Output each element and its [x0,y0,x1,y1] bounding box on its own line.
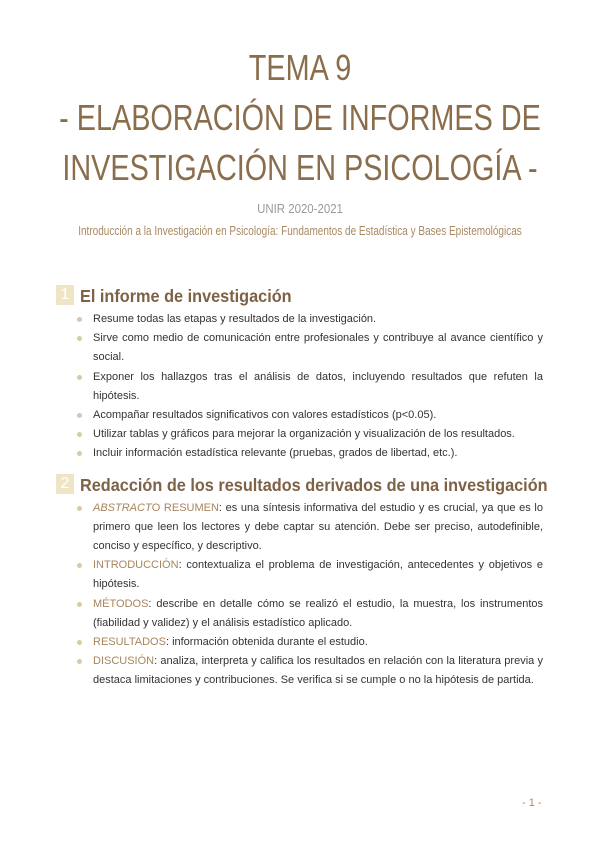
section-title: El informe de investigación [80,286,292,306]
bullet-icon [77,506,82,511]
list-item [77,310,543,329]
title-line-2: - ELABORACIÓN DE INFORMES DE [59,97,541,138]
bullet-icon [77,563,82,568]
course-subtitle: Introducción a la Investigación en Psicología: Fundamentos de Estadística y Bases Epistemológicas [78,224,522,238]
page-number: - 1 - [522,797,542,809]
keyword: RESULTADOS [93,636,166,649]
item-text: : analiza, interpreta y califica los resultados en relación con la literatura previa y destaca limitaciones y contribuciones. Se verifica si se cumple o no la hipótesis de partida. [93,655,543,687]
keyword: DISCUSIÓN [93,655,155,668]
course-year: UNIR 2020-2021 [257,201,343,216]
content [56,285,546,701]
list-item [77,556,543,594]
bullet-icon [77,432,82,437]
bullet-icon [77,317,82,322]
item-text: : información obtenida durante el estudio. [165,636,368,649]
item-text: : describe en detalle cómo se realizó el estudio, la muestra, los instrumentos (fiabilidad y validez) y el análisis estadístico aplicado. [93,597,543,629]
section-1-heading [56,285,546,307]
section-2-list [77,499,543,691]
keyword: O RESUMEN [151,501,219,514]
list-item [77,406,543,425]
item-text: : es una síntesis informativa del estudio y es crucial, ya que es lo primero que leen los lectores y debe captar su atención. Debe ser preciso, autodefinible, conciso y específico, y descriptivo. [93,501,543,553]
item-text: Resume todas las etapas y resultados de la investigación. [93,313,377,325]
title-line-1: TEMA 9 [248,47,352,88]
keyword: ABSTRACT [93,501,152,514]
bullet-icon [77,336,82,341]
item-text: Acompañar resultados significativos con valores estadísticos (p<0.05). [93,409,437,422]
bullet-icon [77,640,82,645]
section-number: 1 [56,285,74,305]
list-item [77,368,543,406]
bullet-icon [77,375,82,380]
keyword: MÉTODOS [93,597,149,610]
list-item [77,633,543,652]
title-line-3: INVESTIGACIÓN EN PSICOLOGÍA - [62,147,538,188]
list-item [77,425,543,444]
item-text: Sirve como medio de comunicación entre profesionales y contribuye al avance científico y social. [93,332,543,364]
bullet-icon [77,451,82,456]
bullet-icon [77,659,82,664]
keyword: INTRODUCCIÓN [93,559,179,572]
bullet-icon [77,413,82,418]
section-2-heading [56,474,546,496]
item-text: : contextualiza el problema de investigación, antecedentes y objetivos e hipótesis. [93,559,543,591]
item-text: Exponer los hallazgos tras el análisis de datos, incluyendo resultados que refuten la hipótesis. [93,370,543,402]
list-item [77,444,543,463]
item-text: Utilizar tablas y gráficos para mejorar la organización y visualización de los resultados. [93,428,515,441]
list-item [77,499,543,557]
bullet-icon [77,602,82,607]
list-item [77,595,543,633]
section-number: 2 [56,474,74,494]
section-title: Redacción de los resultados derivados de una investigación [80,474,548,495]
item-text: Incluir información estadística relevante (pruebas, grados de libertad, etc.). [93,447,458,460]
list-item [77,652,543,690]
section-1-list [77,310,543,464]
list-item [77,329,543,367]
